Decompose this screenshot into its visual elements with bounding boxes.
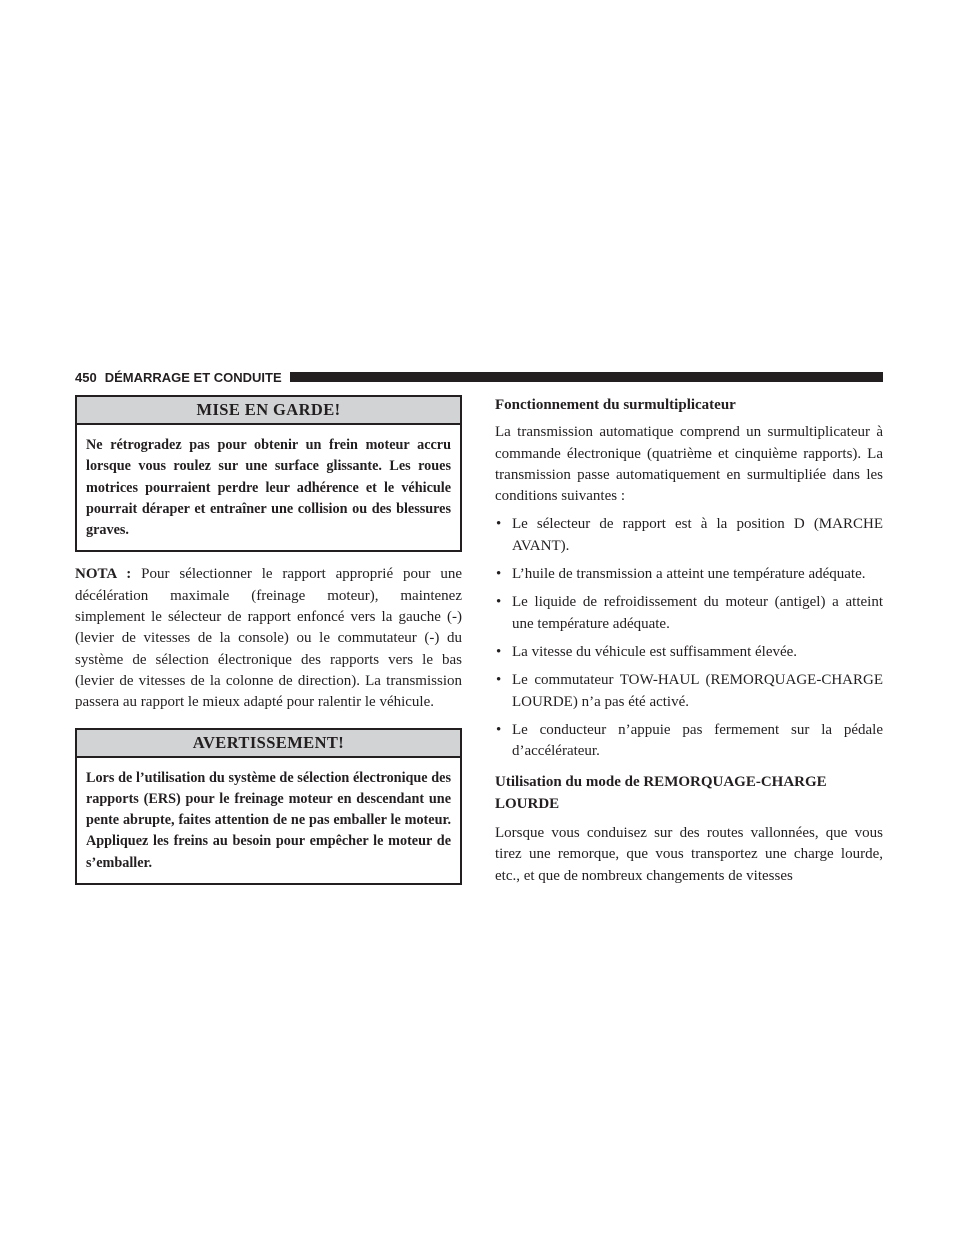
header-rule [290, 372, 883, 382]
section-title: DÉMARRAGE ET CONDUITE [104, 369, 282, 385]
warning-box [75, 728, 462, 885]
caution-body: Ne rétrogradez pas pour obtenir un frein moteur accru lorsque vous roulez sur une surface glissante. Les roues motrices pourraient perdre leur adhérence et le véhicule pourrait déraper et entraîner une collision ou des blessures graves. [86, 437, 451, 539]
list-item: • Le conducteur n’appuie pas fermement sur la pédale d’accélérateur. [496, 721, 883, 760]
towhaul-heading: Utilisation du mode de REMORQUAGE-CHARGE LOURDE [495, 774, 827, 812]
right-column [495, 395, 883, 887]
towhaul-text: Lorsque vous conduisez sur des routes vallonnées, que vous tirez une remorque, que vous transportez une charge lourde, etc., et que de nombreux changements de vitesses [495, 825, 883, 884]
bullet-icon: • [496, 672, 502, 689]
list-item: • Le commutateur TOW-HAUL (REMORQUAGE-CHARGE LOURDE) n’a pas été activé. [496, 672, 883, 710]
list-item: • L’huile de transmission a atteint une température adéquate. [495, 564, 883, 585]
list-item: • Le liquide de refroidissement du moteur (antigel) a atteint une température adéquate. [496, 594, 883, 632]
caution-box [75, 395, 462, 552]
page-header [75, 368, 883, 386]
page-number: 450 [75, 369, 97, 385]
list-item: • Le sélecteur de rapport est à la position D (MARCHE AVANT). [496, 516, 883, 554]
left-column [75, 395, 462, 897]
overdrive-heading: Fonctionnement du surmultiplicateur [495, 397, 736, 413]
overdrive-conditions-list [495, 514, 883, 762]
bullet-icon: • [496, 721, 502, 738]
caution-title: MISE EN GARDE! [77, 397, 460, 425]
warning-title: AVERTISSEMENT! [77, 730, 460, 758]
bullet-icon: • [496, 566, 502, 583]
overdrive-intro: La transmission automatique comprend un surmultiplicateur à commande électronique (quatrième et cinquième rapports). La transmission passe automatiquement en surmultipliée dans les conditions suivantes : [495, 424, 883, 505]
note-text: Pour sélectionner le rapport approprié pour une décélération maximale (freinage moteur), maintenez simplement le sélecteur de rapport enfoncé vers la gauche (-) (levier de vitesses de la console) ou le commutateur (-) du système de sélection électronique des rapports vers le bas (levier de vitesses de la colonne de direction). La transmission passera au rapport le mieux adapté pour ralentir le véhicule. [75, 566, 463, 711]
list-item: • La vitesse du véhicule est suffisamment élevée. [495, 642, 883, 663]
warning-body: Lors de l’utilisation du système de sélection électronique des rapports (ERS) pour le freinage moteur en descendant une pente abrupte, faites attention de ne pas emballer le moteur. Appliquez les freins au besoin pour empêcher le moteur de s’emballer. [86, 769, 451, 871]
bullet-icon: • [496, 643, 502, 660]
bullet-icon: • [496, 516, 502, 533]
note-label: NOTA : [75, 566, 132, 583]
note-paragraph [75, 564, 462, 713]
bullet-icon: • [496, 594, 502, 611]
